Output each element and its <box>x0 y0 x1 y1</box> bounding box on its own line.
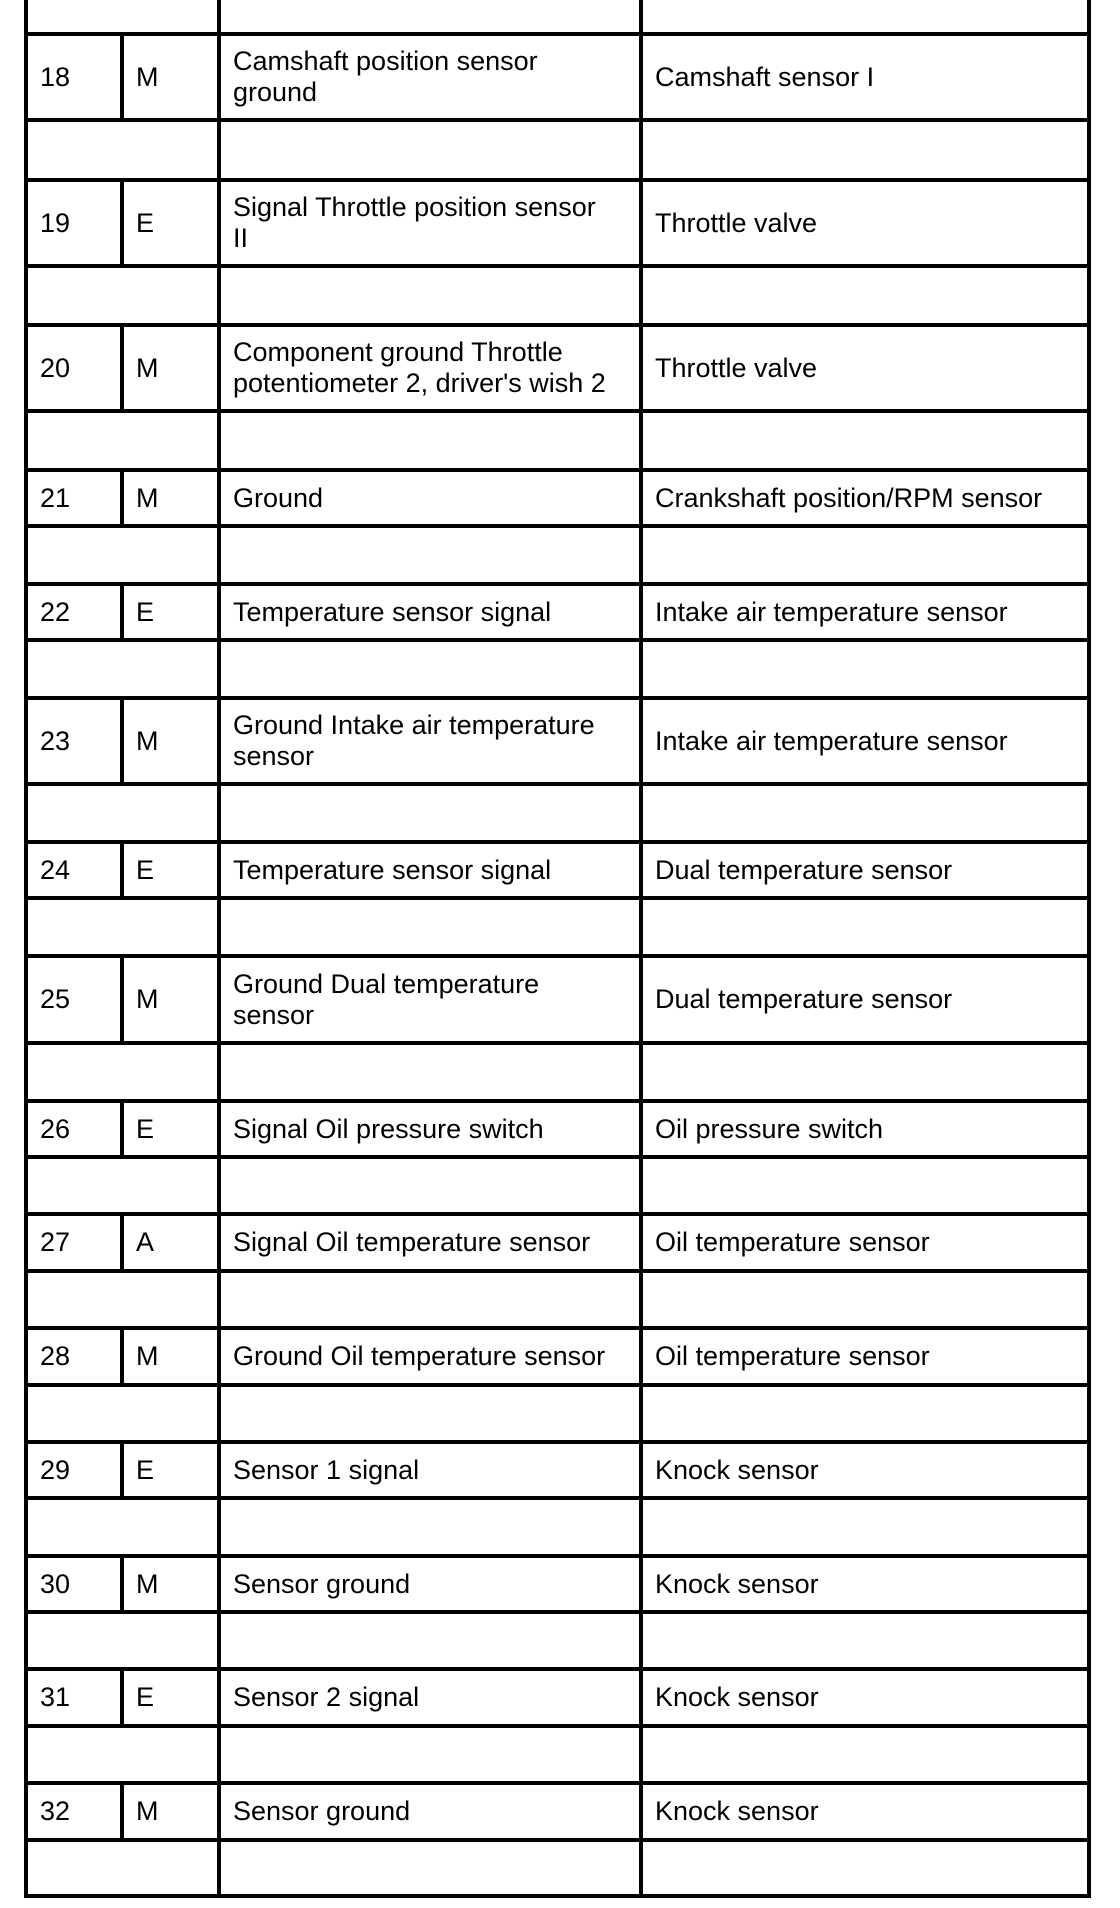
cell-component <box>655 36 1085 118</box>
cell-type <box>136 472 215 524</box>
cell-pin <box>40 958 118 1041</box>
cell-function-text: Camshaft position sensor ground <box>233 46 538 107</box>
cell-component-text: Intake air temperature sensor <box>655 596 1008 627</box>
row-divider <box>24 896 1091 900</box>
cell-pin-text: 19 <box>40 207 71 238</box>
cell-pin <box>40 1103 118 1155</box>
cell-function-text: Sensor 1 signal <box>233 1454 420 1485</box>
cell-type <box>136 1785 215 1838</box>
cell-type-text: M <box>136 352 159 383</box>
cell-type <box>136 182 215 264</box>
cell-component-text: Knock sensor <box>655 1454 819 1485</box>
row-divider <box>24 1041 1091 1045</box>
cell-type <box>136 1671 215 1724</box>
cell-pin <box>40 472 118 524</box>
cell-type-text: E <box>136 596 155 627</box>
cell-pin-text: 20 <box>40 352 71 383</box>
cell-type-text: A <box>136 1227 155 1257</box>
cell-component <box>655 844 1085 896</box>
cell-pin-text: 28 <box>40 1341 71 1371</box>
cell-component <box>655 1785 1085 1838</box>
cell-component-text: Dual temperature sensor <box>655 854 953 885</box>
row-divider <box>24 118 1091 122</box>
cell-pin <box>40 327 118 409</box>
cell-function-text: Signal Oil temperature sensor <box>233 1227 591 1257</box>
cell-pin-text: 26 <box>40 1113 71 1144</box>
cell-type-text: M <box>136 1796 159 1826</box>
row-divider <box>24 1724 1091 1728</box>
cell-component <box>655 327 1085 409</box>
cell-pin-text: 25 <box>40 984 71 1014</box>
cell-type-text: E <box>136 207 155 238</box>
cell-component-text: Knock sensor <box>655 1568 819 1599</box>
cell-type <box>136 1330 215 1383</box>
cell-component-text: Knock sensor <box>655 1796 819 1826</box>
row-divider <box>24 409 1091 413</box>
cell-component <box>655 1330 1085 1383</box>
cell-type-text: M <box>136 61 159 92</box>
cell-function <box>233 958 637 1041</box>
cell-function <box>233 844 637 896</box>
row-divider <box>24 1838 1091 1842</box>
cell-function-text: Signal Throttle position sensor II <box>233 192 596 253</box>
cell-type <box>136 1216 215 1269</box>
column-divider <box>120 956 124 1043</box>
column-divider <box>120 1214 124 1271</box>
cell-function <box>233 1558 637 1610</box>
cell-pin <box>40 1785 118 1838</box>
cell-pin-text: 29 <box>40 1454 71 1485</box>
cell-pin-text: 31 <box>40 1682 71 1712</box>
cell-pin-text: 27 <box>40 1227 71 1257</box>
column-divider <box>120 1669 124 1726</box>
cell-pin <box>40 182 118 264</box>
cell-function <box>233 700 637 782</box>
row-divider <box>24 782 1091 786</box>
cell-pin <box>40 36 118 118</box>
cell-type-text: M <box>136 984 159 1014</box>
cell-function <box>233 182 637 264</box>
row-divider <box>24 1383 1091 1387</box>
cell-component <box>655 182 1085 264</box>
cell-function-text: Signal Oil pressure switch <box>233 1113 544 1144</box>
cell-type-text: E <box>136 1682 155 1712</box>
table-bottom-border <box>24 1894 1091 1898</box>
cell-type <box>136 1103 215 1155</box>
cell-component <box>655 1558 1085 1610</box>
cell-type <box>136 586 215 638</box>
cell-pin-text: 32 <box>40 1796 71 1826</box>
cell-component <box>655 958 1085 1041</box>
row-divider <box>24 524 1091 528</box>
cell-component <box>655 472 1085 524</box>
cell-type <box>136 844 215 896</box>
row-divider <box>24 1269 1091 1273</box>
cell-function <box>233 327 637 409</box>
cell-component-text: Oil pressure switch <box>655 1113 884 1144</box>
cell-function-text: Sensor ground <box>233 1796 411 1826</box>
cell-function-text: Ground Dual temperature sensor <box>233 968 540 1030</box>
cell-function <box>233 586 637 638</box>
column-divider <box>120 1328 124 1385</box>
cell-component <box>655 1216 1085 1269</box>
cell-pin <box>40 1216 118 1269</box>
cell-type-text: E <box>136 854 155 885</box>
cell-type <box>136 700 215 782</box>
column-divider <box>120 698 124 784</box>
column-divider <box>120 34 124 120</box>
cell-pin <box>40 844 118 896</box>
cell-function-text: Component ground Throttle potentiometer 2, driver's wish 2 <box>233 337 606 398</box>
column-divider <box>120 180 124 266</box>
column-divider <box>120 842 124 898</box>
cell-type-text: M <box>136 1568 159 1599</box>
cell-function-text: Temperature sensor signal <box>233 854 552 885</box>
cell-pin-text: 21 <box>40 482 71 513</box>
column-divider <box>120 1556 124 1612</box>
cell-function-text: Ground Oil temperature sensor <box>233 1341 606 1371</box>
cell-function <box>233 1216 637 1269</box>
cell-pin <box>40 1330 118 1383</box>
cell-type-text: E <box>136 1454 155 1485</box>
cell-pin <box>40 586 118 638</box>
cell-type <box>136 36 215 118</box>
cell-type-text: E <box>136 1113 155 1144</box>
cell-function <box>233 1671 637 1724</box>
cell-function <box>233 1330 637 1383</box>
cell-type <box>136 1444 215 1496</box>
cell-pin-text: 18 <box>40 61 71 92</box>
cell-pin <box>40 1671 118 1724</box>
cell-type-text: M <box>136 725 159 756</box>
cell-type <box>136 1558 215 1610</box>
cell-component-text: Crankshaft position/RPM sensor <box>655 482 1043 513</box>
cell-function <box>233 36 637 118</box>
cell-type <box>136 327 215 409</box>
cell-pin <box>40 700 118 782</box>
cell-component <box>655 1444 1085 1496</box>
cell-component-text: Throttle valve <box>655 207 818 238</box>
cell-component <box>655 700 1085 782</box>
cell-component-text: Oil temperature sensor <box>655 1341 930 1371</box>
cell-component-text: Oil temperature sensor <box>655 1227 930 1257</box>
cell-function-text: Temperature sensor signal <box>233 596 552 627</box>
cell-component <box>655 1671 1085 1724</box>
column-divider <box>120 1442 124 1498</box>
column-divider <box>120 1783 124 1840</box>
cell-pin-text: 22 <box>40 596 71 627</box>
cell-component-text: Throttle valve <box>655 352 818 383</box>
column-divider <box>120 470 124 526</box>
row-divider <box>24 1496 1091 1500</box>
cell-pin <box>40 1558 118 1610</box>
cell-component-text: Knock sensor <box>655 1682 819 1712</box>
cell-function <box>233 1785 637 1838</box>
row-divider <box>24 638 1091 642</box>
cell-component-text: Camshaft sensor I <box>655 61 875 92</box>
cell-function-text: Sensor 2 signal <box>233 1682 420 1712</box>
column-divider <box>120 584 124 640</box>
cell-function <box>233 1103 637 1155</box>
cell-type <box>136 958 215 1041</box>
cell-component-text: Dual temperature sensor <box>655 984 953 1014</box>
cell-component <box>655 586 1085 638</box>
cell-pin-text: 30 <box>40 1568 71 1599</box>
cell-function <box>233 472 637 524</box>
cell-function <box>233 1444 637 1496</box>
cell-type-text: M <box>136 482 159 513</box>
cell-component <box>655 1103 1085 1155</box>
column-divider <box>120 325 124 411</box>
column-divider <box>120 1101 124 1157</box>
row-divider <box>24 264 1091 268</box>
cell-type-text: M <box>136 1341 159 1371</box>
cell-pin <box>40 1444 118 1496</box>
cell-pin-text: 24 <box>40 854 71 885</box>
row-divider <box>24 1610 1091 1614</box>
row-divider <box>24 1155 1091 1159</box>
cell-function-text: Ground Intake air temperature sensor <box>233 710 595 771</box>
cell-function-text: Ground <box>233 482 324 513</box>
cell-component-text: Intake air temperature sensor <box>655 725 1008 756</box>
cell-function-text: Sensor ground <box>233 1568 411 1599</box>
cell-pin-text: 23 <box>40 725 71 756</box>
